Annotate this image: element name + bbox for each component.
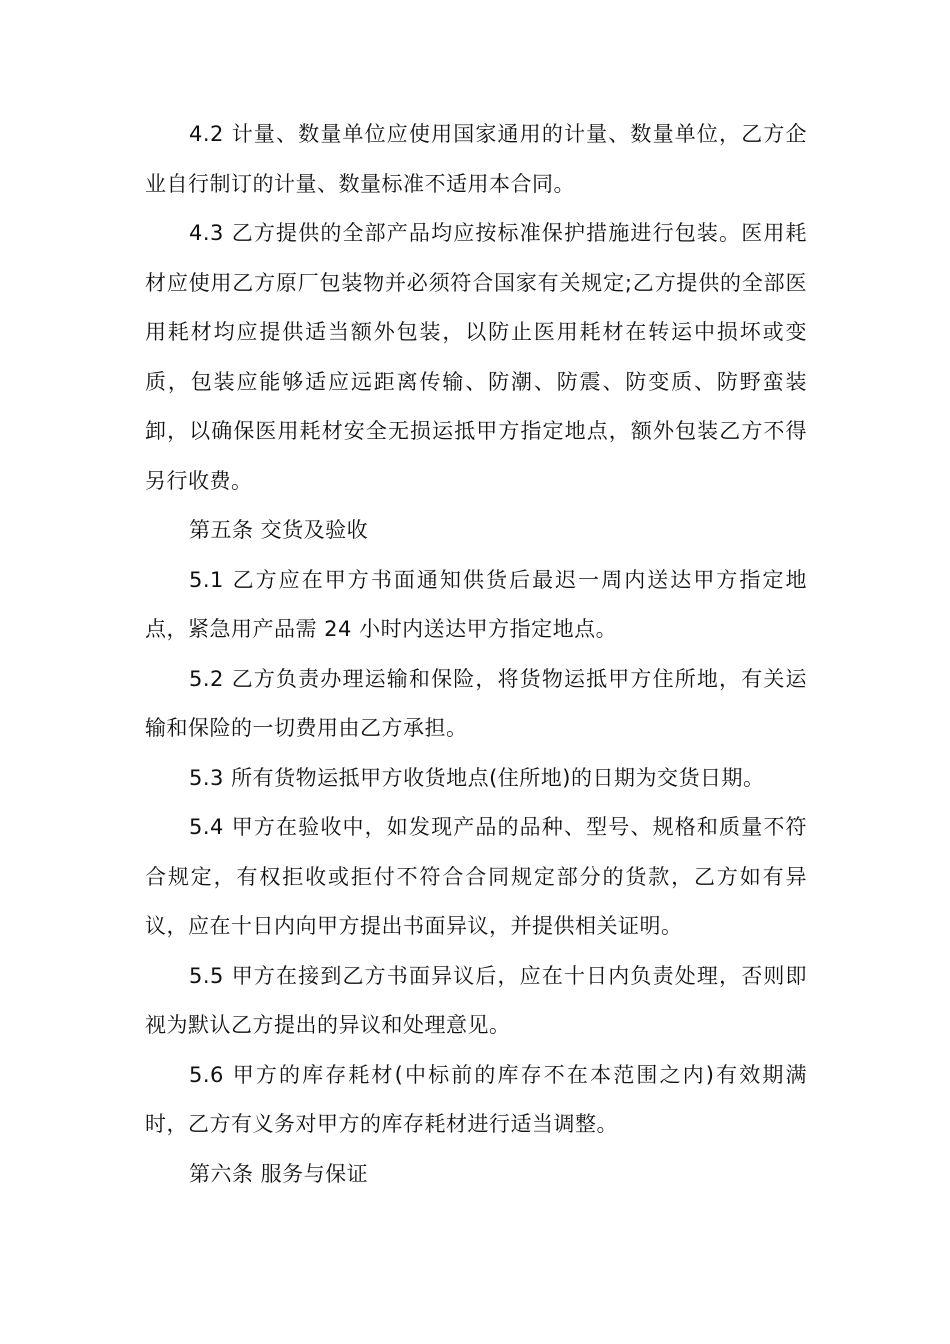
clause-5-4: 5.4 甲方在验收中，如发现产品的品种、型号、规格和质量不符合规定，有权拒收或拒付不符合合同规定部分的货款，乙方如有异议，应在十日内向甲方提出书面异议，并提供相关证明。 <box>145 815 807 938</box>
clause-5-6: 5.6 甲方的库存耗材(中标前的库存不在本范围之内)有效期满时，乙方有义务对甲方的库存耗材进行适当调整。 <box>145 1062 807 1136</box>
article-6-heading: 第六条 服务与保证 <box>189 1161 369 1186</box>
clause-5-5: 5.5 甲方在接到乙方书面异议后，应在十日内负责处理，否则即视为默认乙方提出的异议和处理意见。 <box>145 963 807 1037</box>
clause-5-3: 5.3 所有货物运抵甲方收货地点(住所地)的日期为交货日期。 <box>189 765 765 790</box>
clause-5-1: 5.1 乙方应在甲方书面通知供货后最迟一周内送达甲方指定地点，紧急用产品需 24 小时内送达甲方指定地点。 <box>145 567 807 641</box>
clause-5-2: 5.2 乙方负责办理运输和保险，将货物运抵甲方住所地，有关运输和保险的一切费用由乙方承担。 <box>145 666 807 740</box>
clause-4-2: 4.2 计量、数量单位应使用国家通用的计量、数量单位，乙方企业自行制订的计量、数量标准不适用本合同。 <box>145 122 807 196</box>
document-page <box>145 110 807 1199</box>
clause-4-3: 4.3 乙方提供的全部产品均应按标准保护措施进行包装。医用耗材应使用乙方原厂包装物并必须符合国家有关规定;乙方提供的全部医用耗材均应提供适当额外包装，以防止医用耗材在转运中损坏或变质，包装应能够适应远距离传输、防潮、防震、防变质、防野蛮装卸，以确保医用耗材安全无损运抵甲方指定地点，额外包装乙方不得另行收费。 <box>145 221 807 493</box>
article-5-heading: 第五条 交货及验收 <box>189 518 369 542</box>
